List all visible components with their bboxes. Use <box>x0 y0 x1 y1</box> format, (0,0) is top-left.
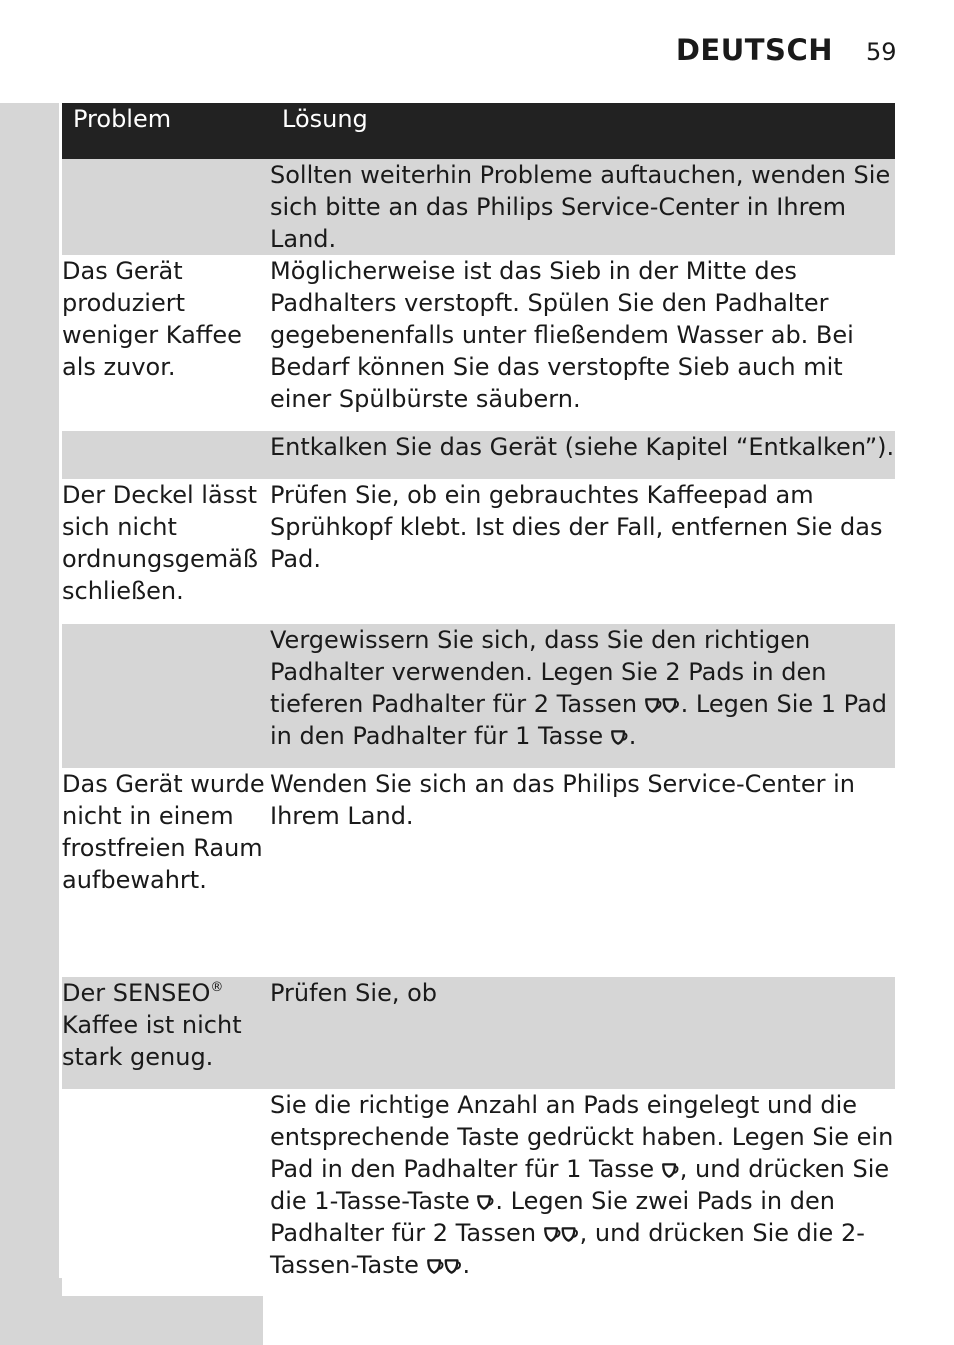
solution-cell: Möglicherweise ist das Sieb in der Mitte des Padhalters verstopft. Spülen Sie den Padhalter gegebenenfalls unter fließendem Wasser ab. Bei Bedarf können Sie das verstopfte Sieb auch mit einer Spülbürste säubern. <box>270 255 895 431</box>
table-row <box>62 624 895 768</box>
table-row <box>62 479 895 624</box>
problem-cell <box>62 159 270 255</box>
table-row <box>62 159 895 255</box>
left-margin-strip <box>0 103 59 1345</box>
language-heading: DEUTSCH <box>675 33 833 67</box>
one-cup-icon <box>477 1194 495 1211</box>
table-row <box>62 768 895 977</box>
table-row <box>62 977 895 1089</box>
registered-mark: ® <box>210 980 224 995</box>
problem-cell: Der SENSEO® Kaffee ist nicht stark genug. <box>62 977 270 1089</box>
table-header-row <box>62 103 895 159</box>
solution-cell: Prüfen Sie, ob <box>270 977 895 1089</box>
table-row <box>62 1089 895 1296</box>
solution-cell: Prüfen Sie, ob ein gebrauchtes Kaffeepad am Sprühkopf klebt. Ist dies der Fall, entfernen Sie das Pad. <box>270 479 895 624</box>
two-cups-icon <box>645 697 681 714</box>
troubleshooting-table <box>62 103 895 1296</box>
solution-cell: Entkalken Sie das Gerät (siehe Kapitel “Entkalken”). <box>270 431 895 479</box>
column-header-problem: Problem <box>62 103 270 159</box>
column-header-solution: Lösung <box>270 103 895 159</box>
problem-cell: Der Deckel lässt sich nicht ordnungsgemäß schließen. <box>62 479 270 624</box>
two-cups-icon <box>427 1258 463 1275</box>
solution-cell: Wenden Sie sich an das Philips Service-Center in Ihrem Land. <box>270 768 895 977</box>
problem-cell <box>62 1089 270 1296</box>
solution-cell: Vergewissern Sie sich, dass Sie den richtigen Padhalter verwenden. Legen Sie 2 Pads in den tieferen Padhalter für 2 Tassen . Legen Sie 1 Pad in den Padhalter für 1 Tasse . <box>270 624 895 768</box>
two-cups-icon <box>544 1226 580 1243</box>
problem-cell <box>62 624 270 768</box>
one-cup-icon <box>662 1162 680 1179</box>
solution-cell: Sollten weiterhin Probleme auftauchen, wenden Sie sich bitte an das Philips Service-Center in Ihrem Land. <box>270 159 895 255</box>
table-row <box>62 255 895 431</box>
problem-cell <box>62 431 270 479</box>
one-cup-icon <box>611 729 629 746</box>
solution-cell: Sie die richtige Anzahl an Pads eingelegt und die entsprechende Taste gedrückt haben. Legen Sie ein Pad in den Padhalter für 1 Tasse , und drücken Sie die 1-Tasse-Taste . Legen Sie zwei Pads in den Padhalter für 2 Tassen , und drücken Sie die 2-Tassen-Taste . <box>270 1089 895 1296</box>
problem-cell: Das Gerät produziert weniger Kaffee als zuvor. <box>62 255 270 431</box>
table-row <box>62 431 895 479</box>
page-number: 59 <box>866 38 897 66</box>
problem-cell: Das Gerät wurde nicht in einem frostfreien Raum aufbewahrt. <box>62 768 270 977</box>
